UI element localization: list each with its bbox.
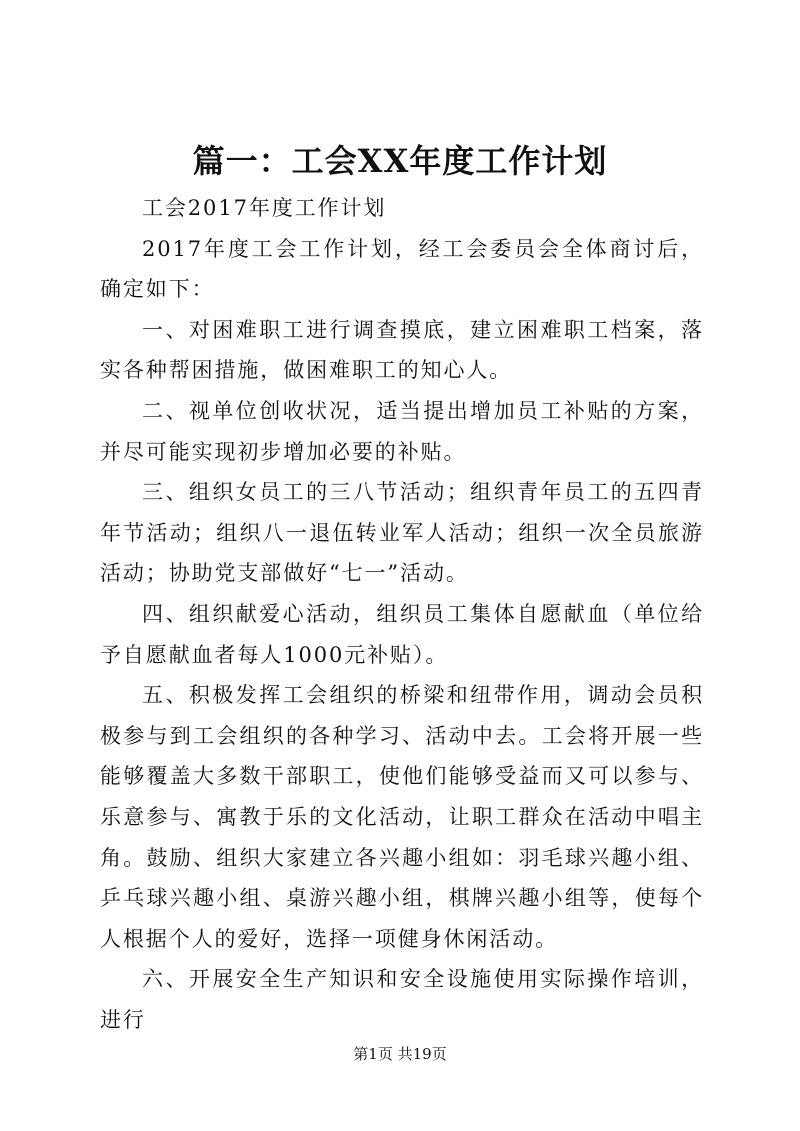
paragraph-item-1: 一、对困难职工进行调查摸底，建立困难职工档案，落实各种帮困措施，做困难职工的知心人。 — [100, 317, 704, 383]
paragraph-item-6: 六、开展安全生产知识和安全设施使用实际操作培训，进行 — [100, 967, 704, 1032]
paragraph-intro: 2017年度工会工作计划，经工会委员会全体商讨后，确定如下： — [100, 236, 704, 302]
paragraph-item-2: 二、视单位创收状况，适当提出增加员工补贴的方案，并尽可能实现初步增加必要的补贴。 — [100, 398, 704, 464]
paragraph-item-4: 四、组织献爱心活动，组织员工集体自愿献血（单位给予自愿献血者每人1000元补贴）。 — [100, 601, 704, 667]
paragraph-item-3: 三、组织女员工的三八节活动；组织青年员工的五四青年节活动；组织八一退伍转业军人活动；组织一次全员旅游活动；协助党支部做好“七一”活动。 — [100, 480, 704, 586]
document-title: 篇一：工会XX年度工作计划 — [192, 142, 608, 180]
document-body — [100, 188, 704, 1040]
paragraph-subtitle: 工会2017年度工作计划 — [142, 196, 387, 220]
page-footer: 第1页 共19页 — [353, 1045, 447, 1063]
paragraph-item-5: 五、积极发挥工会组织的桥梁和纽带作用，调动会员积极参与到工会组织的各种学习、活动中去。工会将开展一些能够覆盖大多数干部职工，使他们能够受益而又可以参与、乐意参与、寓教于乐的文化活动，让职工群众在活动中唱主角。鼓励、组织大家建立各兴趣小组如：羽毛球兴趣小组、乒乓球兴趣小组、桌游兴趣小组，棋牌兴趣小组等，使每个人根据个人的爱好，选择一项健身休闲活动。 — [100, 683, 704, 951]
